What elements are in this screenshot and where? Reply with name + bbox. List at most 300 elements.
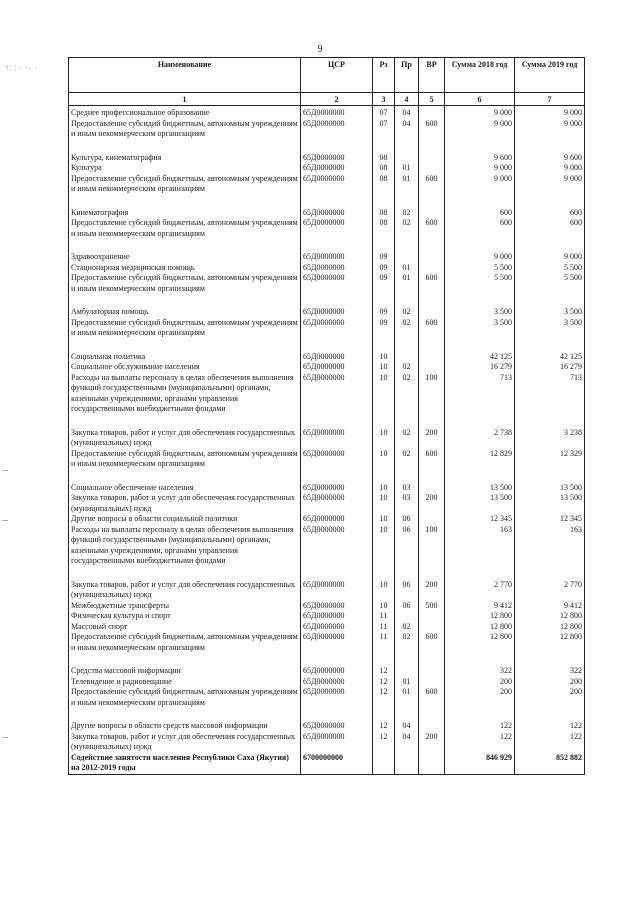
row-rz: 10 [373,483,395,494]
table-row [69,174,585,195]
row-rz: 11 [373,611,395,622]
row-rz: 10 [373,525,395,567]
row-sum-2018: 5 500 [445,273,515,294]
spacer-cell [69,567,301,580]
table-row [69,687,585,708]
spacer-cell [301,653,373,666]
row-pr: 01 [395,273,419,294]
row-sum-2018: 9 000 [445,106,515,119]
row-pr: 06 [395,601,419,612]
table-row [69,362,585,373]
table-row [69,428,585,449]
row-name: Среднее профессиональное образование [69,106,301,119]
spacer-cell [373,294,395,307]
spacer-cell [69,239,301,252]
row-sum-2018: 200 [445,677,515,688]
row-vr: 200 [419,580,445,601]
row-vr: 600 [419,632,445,653]
row-csr: 65Д0000000 [301,677,373,688]
row-sum-2019: 9 000 [515,163,585,174]
row-pr: 02 [395,622,419,633]
row-vr [419,352,445,363]
spacer-cell [445,653,515,666]
row-vr: 200 [419,428,445,449]
row-name: Содействие занятости населения Республики Саха (Якутия) на 2012-2019 годы [69,753,301,775]
row-sum-2018: 9 000 [445,163,515,174]
row-sum-2018: 163 [445,525,515,567]
row-rz: 09 [373,307,395,318]
header-row [69,58,585,93]
row-sum-2018: 42 125 [445,352,515,363]
row-name: Межбюджетные трансферты [69,601,301,612]
row-pr: 02 [395,632,419,653]
row-sum-2018: 600 [445,208,515,219]
spacer-cell [419,415,445,428]
row-name: Кинематография [69,208,301,219]
row-rz: 12 [373,732,395,753]
spacer-cell [445,470,515,483]
spacer-cell [301,470,373,483]
row-sum-2018: 16 279 [445,362,515,373]
row-csr: 65Д0000000 [301,318,373,339]
row-sum-2019: 3 238 [515,428,585,449]
row-csr: 65Д0000000 [301,106,373,119]
row-rz: 10 [373,514,395,525]
row-vr [419,514,445,525]
spacer-cell [419,294,445,307]
table-row [69,307,585,318]
row-csr: 65Д0000000 [301,428,373,449]
row-vr [419,153,445,164]
spacer-cell [301,567,373,580]
table-row [69,208,585,219]
row-rz [373,753,395,775]
row-rz: 10 [373,449,395,470]
column-number: 6 [445,93,515,106]
row-name: Телевидение и радиовещание [69,677,301,688]
row-sum-2019: 12 800 [515,632,585,653]
spacer-cell [373,239,395,252]
spacer-cell [373,708,395,721]
table-row [69,218,585,239]
spacer-row [69,653,585,666]
spacer-cell [301,294,373,307]
row-sum-2019: 5 500 [515,273,585,294]
row-pr [395,753,419,775]
row-name: Культура [69,163,301,174]
row-sum-2019: 12 345 [515,514,585,525]
row-sum-2019: 9 000 [515,119,585,140]
row-sum-2019: 322 [515,666,585,677]
spacer-row [69,339,585,352]
header-vr: ВР [419,58,445,93]
row-pr [395,352,419,363]
column-number: 3 [373,93,395,106]
row-vr [419,362,445,373]
spacer-cell [445,294,515,307]
row-name: Расходы на выплаты персоналу в целях обеспечения выполнения функций государственными (муниципальными) органами, казенными учреждениями, органами управления государственными внебюджетными фондами [69,525,301,567]
spacer-cell [395,339,419,352]
row-vr: 600 [419,273,445,294]
row-name: Социальная политика [69,352,301,363]
row-sum-2019: 5 500 [515,263,585,274]
row-csr: 65Д0000000 [301,163,373,174]
table-row [69,373,585,415]
row-name: Социальное обеспечение населения [69,483,301,494]
row-pr: 06 [395,525,419,567]
table-row [69,525,585,567]
spacer-cell [395,294,419,307]
spacer-cell [515,339,585,352]
spacer-cell [373,653,395,666]
column-number: 5 [419,93,445,106]
row-sum-2019: 13 500 [515,493,585,514]
row-vr [419,106,445,119]
spacer-cell [69,470,301,483]
row-rz: 12 [373,687,395,708]
spacer-cell [373,567,395,580]
row-sum-2019: 2 770 [515,580,585,601]
row-vr [419,677,445,688]
row-rz: 10 [373,362,395,373]
row-sum-2019: 163 [515,525,585,567]
row-vr: 200 [419,493,445,514]
spacer-cell [69,415,301,428]
edge-mark [2,737,8,738]
spacer-cell [395,140,419,153]
edge-mark [2,470,8,471]
row-vr: 600 [419,687,445,708]
row-name: Предоставление субсидий бюджетным, автономным учреждениям и иным некоммерческим организациям [69,174,301,195]
row-csr: 65Д0000000 [301,580,373,601]
row-rz: 10 [373,428,395,449]
row-pr: 04 [395,721,419,732]
row-sum-2018: 9 000 [445,252,515,263]
row-name: Предоставление субсидий бюджетным, автономным учреждениям и иным некоммерческим организациям [69,687,301,708]
row-pr: 02 [395,307,419,318]
row-csr: 65Д0000000 [301,666,373,677]
spacer-cell [395,708,419,721]
row-rz: 10 [373,373,395,415]
row-sum-2018: 12 800 [445,622,515,633]
spacer-cell [515,294,585,307]
row-csr: 65Д0000000 [301,362,373,373]
row-rz: 08 [373,153,395,164]
spacer-cell [301,415,373,428]
spacer-cell [69,195,301,208]
row-name: Другие вопросы в области социальной политики [69,514,301,525]
spacer-row [69,415,585,428]
row-csr: 65Д0000000 [301,307,373,318]
row-sum-2019: 9 000 [515,174,585,195]
row-pr: 04 [395,119,419,140]
spacer-cell [445,415,515,428]
row-name: Предоставление субсидий бюджетным, автономным учреждениям и иным некоммерческим организациям [69,318,301,339]
row-sum-2019: 600 [515,208,585,219]
row-sum-2019: 9 000 [515,106,585,119]
spacer-cell [69,140,301,153]
edge-mark [2,520,8,521]
row-pr: 02 [395,218,419,239]
spacer-cell [515,653,585,666]
row-csr: 65Д0000000 [301,273,373,294]
page-number: 9 [317,44,323,55]
row-sum-2019: 600 [515,218,585,239]
row-rz: 10 [373,352,395,363]
spacer-cell [515,567,585,580]
row-vr: 600 [419,119,445,140]
row-pr [395,252,419,263]
row-rz: 08 [373,174,395,195]
row-vr [419,666,445,677]
spacer-cell [395,415,419,428]
row-name: Физическая культура и спорт [69,611,301,622]
row-csr: 65Д0000000 [301,174,373,195]
row-sum-2019: 122 [515,721,585,732]
column-number-row [69,93,585,106]
spacer-cell [445,339,515,352]
row-sum-2018: 9 412 [445,601,515,612]
row-sum-2018: 713 [445,373,515,415]
table-row [69,611,585,622]
spacer-cell [445,140,515,153]
row-sum-2018: 12 829 [445,449,515,470]
row-csr: 65Д0000000 [301,208,373,219]
row-sum-2018: 9 600 [445,153,515,164]
table-row [69,732,585,753]
row-sum-2018: 13 500 [445,483,515,494]
spacer-cell [419,567,445,580]
row-sum-2018: 3 500 [445,307,515,318]
row-sum-2018: 13 500 [445,493,515,514]
row-vr: 600 [419,174,445,195]
row-sum-2019: 9 600 [515,153,585,164]
row-csr: 65Д0000000 [301,632,373,653]
row-name: Закупка товаров, работ и услуг для обеспечения государственных (муниципальных) нужд [69,493,301,514]
row-csr: 65Д0000000 [301,525,373,567]
row-vr [419,611,445,622]
spacer-cell [419,708,445,721]
row-name: Предоставление субсидий бюджетным, автономным учреждениям и иным некоммерческим организациям [69,273,301,294]
row-csr: 65Д0000000 [301,153,373,164]
spacer-cell [419,239,445,252]
table-row [69,666,585,677]
row-name: Предоставление субсидий бюджетным, автономным учреждениям и иным некоммерческим организациям [69,119,301,140]
row-csr: 65Д0000000 [301,119,373,140]
row-pr: 01 [395,677,419,688]
spacer-cell [395,195,419,208]
table-row [69,163,585,174]
row-csr: 65Д0000000 [301,514,373,525]
row-sum-2019: 9 412 [515,601,585,612]
table-row [69,677,585,688]
row-pr: 06 [395,580,419,601]
row-csr: 65Д0000000 [301,611,373,622]
spacer-cell [419,195,445,208]
header-sum-2019: Сумма 2019 год [515,58,585,93]
row-sum-2019: 713 [515,373,585,415]
table-row [69,622,585,633]
row-pr [395,611,419,622]
row-pr: 02 [395,428,419,449]
row-sum-2019: 12 800 [515,622,585,633]
row-rz: 10 [373,601,395,612]
header-rz: Рз [373,58,395,93]
row-sum-2019: 3 500 [515,318,585,339]
row-sum-2018: 2 738 [445,428,515,449]
spacer-cell [515,140,585,153]
row-rz: 11 [373,632,395,653]
row-csr: 65Д0000000 [301,721,373,732]
row-name: Стационарная медицинская помощь [69,263,301,274]
row-vr: 200 [419,732,445,753]
row-sum-2019: 12 800 [515,611,585,622]
row-rz: 12 [373,677,395,688]
spacer-cell [395,470,419,483]
spacer-cell [445,567,515,580]
row-rz: 10 [373,493,395,514]
row-rz: 07 [373,119,395,140]
row-name: Амбулаторная помощь [69,307,301,318]
spacer-cell [515,195,585,208]
spacer-cell [69,294,301,307]
row-sum-2018: 5 500 [445,263,515,274]
row-sum-2018: 846 929 [445,753,515,775]
row-sum-2019: 9 000 [515,252,585,263]
row-name: Здравоохранение [69,252,301,263]
spacer-cell [69,653,301,666]
row-rz: 07 [373,106,395,119]
row-pr: 02 [395,373,419,415]
row-rz: 09 [373,252,395,263]
row-sum-2018: 12 800 [445,611,515,622]
table-row [69,252,585,263]
spacer-row [69,140,585,153]
row-sum-2019: 200 [515,687,585,708]
spacer-cell [515,239,585,252]
row-rz: 08 [373,208,395,219]
row-vr: 600 [419,218,445,239]
row-sum-2018: 9 000 [445,119,515,140]
header-csr: ЦСР [301,58,373,93]
spacer-cell [373,140,395,153]
row-name: Социальное обслуживание населения [69,362,301,373]
row-name: Массовый спорт [69,622,301,633]
column-number: 1 [69,93,301,106]
spacer-cell [301,140,373,153]
table-row [69,632,585,653]
table-row [69,580,585,601]
budget-table [68,57,585,775]
row-sum-2018: 600 [445,218,515,239]
row-pr [395,666,419,677]
row-name: Предоставление субсидий бюджетным, автономным учреждениям и иным некоммерческим организациям [69,218,301,239]
header-sum-2018: Сумма 2018 год [445,58,515,93]
spacer-cell [373,470,395,483]
row-csr: 65Д0000000 [301,373,373,415]
spacer-cell [373,415,395,428]
row-sum-2019: 852 882 [515,753,585,775]
spacer-cell [515,415,585,428]
row-vr [419,483,445,494]
row-pr: 03 [395,483,419,494]
row-sum-2019: 200 [515,677,585,688]
column-number: 4 [395,93,419,106]
spacer-cell [419,653,445,666]
row-rz: 09 [373,318,395,339]
table-row [69,119,585,140]
spacer-cell [373,339,395,352]
spacer-cell [395,239,419,252]
row-csr: 65Д0000000 [301,263,373,274]
spacer-cell [515,470,585,483]
row-csr: 65Д0000000 [301,483,373,494]
row-vr [419,208,445,219]
table-row [69,318,585,339]
row-sum-2019: 12 329 [515,449,585,470]
spacer-cell [445,195,515,208]
row-csr: 65Д0000000 [301,601,373,612]
spacer-cell [69,708,301,721]
spacer-cell [373,195,395,208]
row-rz: 09 [373,263,395,274]
column-number: 7 [515,93,585,106]
row-csr: 65Д0000000 [301,352,373,363]
spacer-row [69,294,585,307]
row-name: Закупка товаров, работ и услуг для обеспечения государственных (муниципальных) нужд [69,732,301,753]
row-pr [395,153,419,164]
spacer-cell [301,708,373,721]
table-row [69,483,585,494]
table-row [69,601,585,612]
row-pr: 01 [395,174,419,195]
spacer-row [69,470,585,483]
row-pr: 04 [395,106,419,119]
table-row [69,263,585,274]
row-sum-2019: 122 [515,732,585,753]
row-pr: 01 [395,163,419,174]
row-sum-2018: 9 000 [445,174,515,195]
spacer-cell [419,470,445,483]
table-row [69,753,585,775]
column-number: 2 [301,93,373,106]
row-name: Закупка товаров, работ и услуг для обеспечения государственных (муниципальных) нужд [69,428,301,449]
row-rz: 08 [373,163,395,174]
row-sum-2018: 200 [445,687,515,708]
row-csr: 65Д0000000 [301,622,373,633]
row-vr [419,622,445,633]
table-row [69,352,585,363]
row-vr: 600 [419,318,445,339]
row-csr: 65Д0000000 [301,687,373,708]
spacer-cell [515,708,585,721]
row-csr: 65Д0000000 [301,252,373,263]
row-rz: 12 [373,721,395,732]
row-pr: 02 [395,449,419,470]
row-name: Предоставление субсидий бюджетным, автономным учреждениям и иным некоммерческим организациям [69,449,301,470]
row-vr: 500 [419,601,445,612]
row-sum-2019: 42 125 [515,352,585,363]
row-sum-2018: 12 800 [445,632,515,653]
table-row [69,514,585,525]
spacer-cell [419,339,445,352]
row-vr [419,721,445,732]
scan-artifact: !¦ ¦ · ·- · [6,64,39,72]
row-pr: 03 [395,493,419,514]
header-name: Наименование [69,58,301,93]
row-sum-2018: 122 [445,721,515,732]
row-sum-2018: 12 345 [445,514,515,525]
